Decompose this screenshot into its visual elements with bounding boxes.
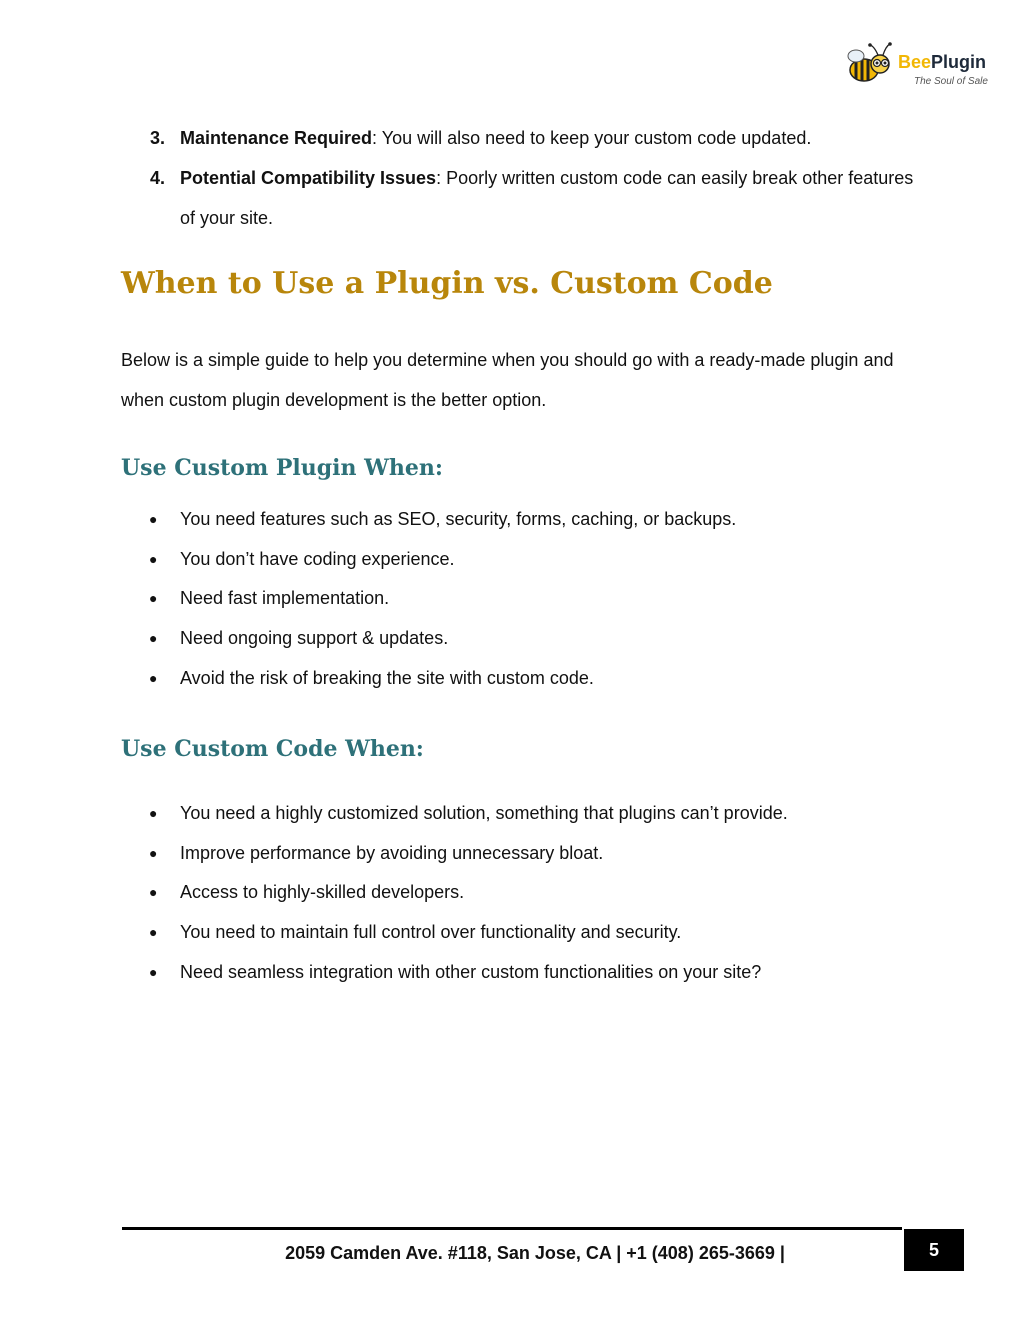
numbered-list [150,118,930,238]
item-term: Maintenance Required [180,128,373,148]
bullet-icon: ● [149,630,158,647]
list-item-text: Need seamless integration with other custom functionalities on your site? [180,961,762,982]
list-item [150,913,930,953]
bullet-icon: ● [149,805,158,821]
list-item [150,500,930,540]
list-item-text: You need to maintain full control over functionality and security. [180,922,682,943]
list-item-text: Need ongoing support & updates. [180,628,449,649]
brand-plugin-text: Plugin [931,52,987,72]
list-item-text: Improve performance by avoiding unnecessary bloat. [180,842,604,863]
list-item [150,953,930,993]
plugin-bullet-list [150,500,930,699]
code-bullet-list [150,794,930,993]
list-item-text: You don’t have coding experience. [180,548,455,569]
page-number: 5 [904,1229,964,1271]
list-item-text: Avoid the risk of breaking the site with custom code. [180,667,594,688]
section-title: When to Use a Plugin vs. Custom Code [121,266,773,301]
list-item-text: You need features such as SEO, security, forms, caching, or backups. [180,509,737,529]
bullet-icon: ● [149,550,158,567]
bullet-icon: ● [149,884,158,901]
item-number: 4. [150,168,166,188]
bullet-icon: ● [149,669,158,686]
list-item-text: You need a highly customized solution, something that plugins can’t provide. [180,803,788,823]
item-term: Potential Compatibility Issues [180,168,437,188]
intro-paragraph: Below is a simple guide to help you determine when you should go with a ready-made plugin and when custom plugin development is the better option. [121,350,894,410]
bullet-icon: ● [149,924,158,941]
list-item [150,619,930,659]
list-item-text: Need fast implementation. [180,588,390,609]
list-item [150,834,930,874]
bullet-icon: ● [149,963,158,980]
list-item [150,873,930,913]
item-number: 3. [150,128,166,148]
brand-tagline: The Soul of Sale [914,76,988,87]
code-section-heading: Use Custom Code When: [121,736,424,762]
item-text: : Poorly written custom code can easily break other features of your site. [180,168,914,228]
list-item [150,659,930,699]
numbered-item [150,118,930,158]
bullet-icon: ● [149,511,158,527]
footer-divider [122,1227,902,1230]
brand-bee-text: Bee [898,52,932,72]
item-text: : You will also need to keep your custom code updated. [372,128,812,148]
bullet-icon: ● [149,590,158,607]
bee-icon [842,40,902,90]
list-item [150,579,930,619]
list-item [150,794,930,834]
numbered-item [150,158,930,238]
list-item-text: Access to highly-skilled developers. [180,882,465,903]
plugin-section-heading: Use Custom Plugin When: [121,455,443,481]
footer-address: 2059 Camden Ave. #118, San Jose, CA | +1 (408) 265-3669 | [285,1243,785,1263]
list-item [150,540,930,580]
brand-wordmark [898,52,986,73]
brand-logo [842,40,992,90]
bullet-icon: ● [149,844,158,861]
